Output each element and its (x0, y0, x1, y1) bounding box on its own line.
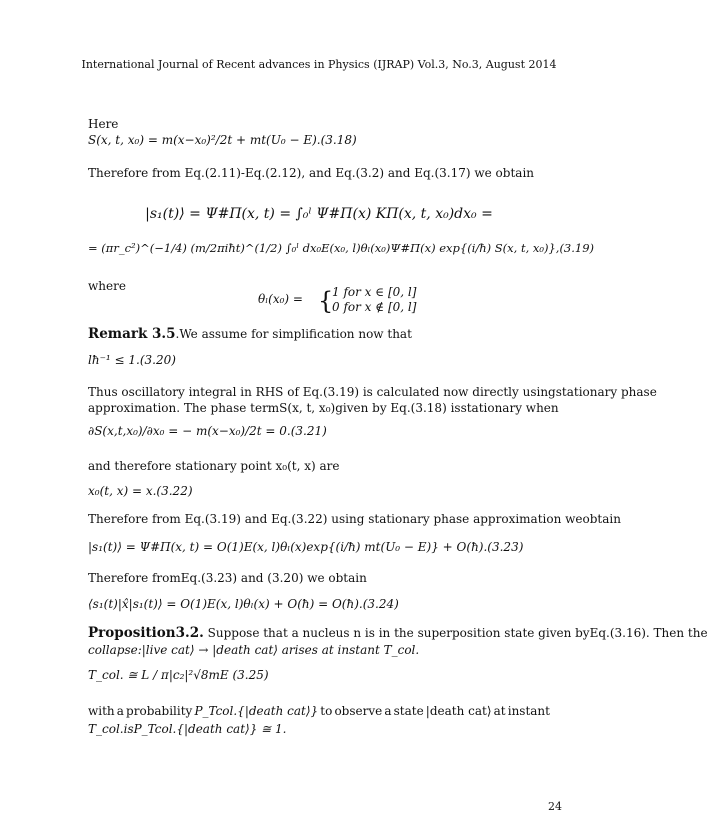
word: |death cat⟩ (425, 704, 492, 718)
paragraph-probability-line2: T_col.isP_Tcol.{|death cat⟩} ≅ 1. (88, 722, 287, 736)
paragraph-probability-line1 (88, 704, 550, 718)
theta-case-2: 0 for x ∉ [0, l] (332, 300, 417, 314)
word: at (493, 704, 506, 718)
word: a (116, 704, 124, 718)
proposition-text-line2: collapse:|live cat⟩ → |death cat⟩ arises at instant T_col. (88, 643, 420, 657)
equation-3-19-line2: = (πr_c²)^(−1/4) (m/2πiħt)^(1/2) ∫₀ˡ dx₀E(x₀, l)θₗ(x₀)Ψ#Π(x) exp{(i/ħ) S(x, t, x₀)},(3.19) (88, 241, 595, 255)
equation-3-23: |s₁(t)⟩ = Ψ#Π(x, t) = O(1)E(x, l)θₗ(x)exp{(i/ħ) mt(U₀ − E)} + O(ħ).(3.23) (88, 540, 524, 554)
word: P_Tcol.{|death cat⟩} (194, 704, 319, 718)
journal-header: International Journal of Recent advances in Physics (IJRAP) Vol.3, No.3, August 2014 (81, 58, 557, 71)
word: state (393, 704, 424, 718)
paragraph-thus-line1: Thus oscillatory integral in RHS of Eq.(3.19) is calculated now directly usingstationary phase (88, 385, 657, 399)
word: probability (126, 704, 193, 718)
word: a (384, 704, 392, 718)
paragraph-stationary-point: and therefore stationary point x₀(t, x) are (88, 459, 340, 473)
word: instant (507, 704, 550, 718)
page-number: 24 (548, 800, 562, 813)
remark-3-5 (88, 327, 412, 341)
paragraph-thus-line2: approximation. The phase termS(x, t, x₀)given by Eq.(3.18) isstationary when (88, 401, 559, 415)
paragraph-therefore-3: Therefore fromEq.(3.23) and (3.20) we obtain (88, 571, 367, 585)
word: observe (334, 704, 383, 718)
equation-3-21: ∂S(x,t,x₀)/∂x₀ = − m(x−x₀)/2t = 0.(3.21) (88, 424, 327, 438)
remark-title: Remark 3.5 (88, 326, 176, 342)
word: with (88, 704, 115, 718)
equation-3-20: lħ⁻¹ ≤ 1.(3.20) (88, 353, 176, 367)
cases-brace: { (318, 287, 334, 315)
proposition-3-2 (88, 626, 708, 640)
remark-text: .We assume for simplification now that (175, 327, 412, 341)
text-where: where (88, 279, 126, 293)
equation-3-18: S(x, t, x₀) = m(x−x₀)²/2t + mt(U₀ − E).(3.18) (88, 133, 357, 147)
word: to (320, 704, 333, 718)
theta-definition-lhs: θₗ(x₀) = (258, 292, 303, 306)
theta-case-1: 1 for x ∈ [0, l] (332, 285, 417, 299)
proposition-title: Proposition3.2. (88, 625, 204, 641)
paragraph-therefore-2: Therefore from Eq.(3.19) and Eq.(3.22) using stationary phase approximation weobtain (88, 512, 621, 526)
text-here: Here (88, 117, 119, 131)
proposition-text: Suppose that a nucleus n is in the superposition state given byEq.(3.16). Then the (203, 626, 708, 640)
equation-3-24: ⟨s₁(t)|x̂|s₁(t)⟩ = O(1)E(x, l)θₗ(x) + O(ħ) = O(ħ).(3.24) (88, 597, 399, 611)
paragraph-therefore-1: Therefore from Eq.(2.11)-Eq.(2.12), and Eq.(3.2) and Eq.(3.17) we obtain (88, 166, 535, 180)
equation-3-25: T_col. ≅ L / π|c₂|²√8mE (3.25) (88, 668, 269, 682)
equation-3-22: x₀(t, x) = x.(3.22) (88, 484, 193, 498)
equation-3-19-line1: |s₁(t)⟩ = Ψ#Π(x, t) = ∫₀ˡ Ψ#Π(x) KΠ(x, t, x₀)dx₀ = (145, 206, 493, 222)
